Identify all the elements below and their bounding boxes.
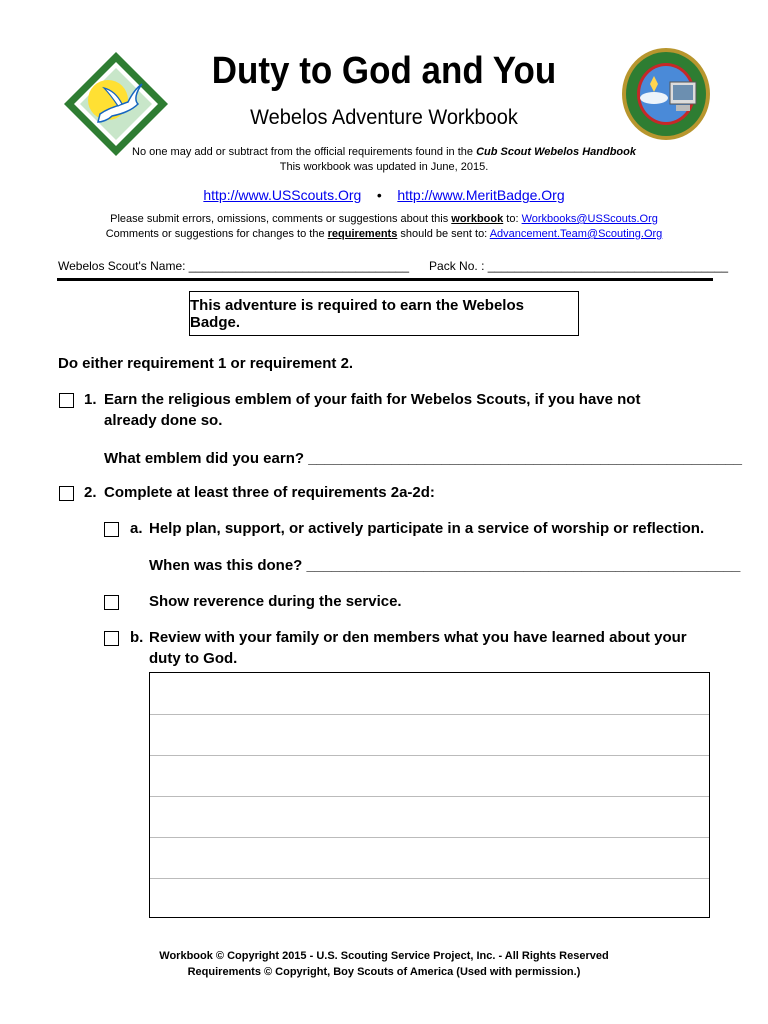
submit-line-1: Please submit errors, omissions, comments or suggestions about this workbook to: Workbooks@USScouts.Org (110, 213, 658, 225)
reverence-checkbox[interactable] (104, 595, 119, 610)
date-done-field[interactable]: When was this done? ____________________________________________________ (149, 557, 741, 574)
website-links (0, 187, 768, 203)
submit-line-2: Comments or suggestions for changes to the requirements should be sent to: Advancement.Team@Scouting.Org (105, 228, 663, 240)
meritbadge-link[interactable]: http://www.MeritBadge.Org (397, 187, 565, 203)
advancement-email-link[interactable]: Advancement.Team@Scouting.Org (489, 228, 663, 240)
handbook-title: Cub Scout Webelos Handbook (476, 146, 636, 158)
answer-line (150, 714, 709, 715)
requirement-2b-checkbox[interactable] (104, 631, 119, 646)
requirement-2-number: 2. (84, 484, 97, 501)
requirement-1-checkbox[interactable] (59, 393, 74, 408)
requirement-2a-letter: a. (130, 520, 143, 537)
requirement-2-text: Complete at least three of requirements 2a-2d: (104, 484, 435, 501)
requirement-2b-letter: b. (130, 629, 144, 646)
scout-name-field[interactable]: Webelos Scout's Name: _________________________________ (58, 259, 410, 273)
service-project-badge-logo (620, 46, 712, 142)
requirement-2a-text: Help plan, support, or actively participate in a service of worship or reflection. (149, 520, 705, 537)
requirement-1-text: Earn the religious emblem of your faith for Webelos Scouts, if you have not already done so. (104, 391, 641, 429)
requirement-2b-text: Review with your family or den members what you have learned about your duty to God. (149, 629, 687, 667)
instructions: Do either requirement 1 or requirement 2. (58, 355, 354, 372)
reverence-text: Show reverence during the service. (149, 593, 402, 610)
header-divider (57, 278, 713, 281)
footer-line-2: Requirements © Copyright, Boy Scouts of America (Used with permission.) (187, 966, 581, 978)
answer-line (150, 837, 709, 838)
scout-info-row (58, 259, 728, 273)
pack-number-field[interactable]: Pack No. : ____________________________________ (429, 259, 728, 273)
workbooks-email-link[interactable]: Workbooks@USScouts.Org (521, 213, 658, 225)
usscouts-link[interactable]: http://www.USScouts.Org (203, 187, 362, 203)
answer-line (150, 796, 709, 797)
requirement-2a-checkbox[interactable] (104, 522, 119, 537)
answer-lines-box[interactable] (149, 672, 710, 918)
link-separator: • (376, 187, 382, 203)
requirement-1-number: 1. (84, 391, 97, 408)
answer-line (150, 755, 709, 756)
emblem-earned-field[interactable]: What emblem did you earn? ____________________________________________________ (104, 450, 742, 467)
footer-line-1: Workbook © Copyright 2015 - U.S. Scouting Service Project, Inc. - All Rights Reserved (159, 950, 609, 962)
notice-line-2: This workbook was updated in June, 2015. (279, 161, 489, 173)
required-adventure-text: This adventure is required to earn the Webelos Badge. (190, 296, 524, 331)
page-title: Duty to God and You (211, 50, 557, 92)
submission-info (0, 212, 768, 242)
answer-line (150, 878, 709, 879)
footer-copyright (0, 948, 768, 980)
page-subtitle: Webelos Adventure Workbook (250, 106, 518, 129)
notice-line-1: No one may add or subtract from the official requirements found in the Cub Scout Webelos Handbook (132, 146, 636, 158)
requirement-2-checkbox[interactable] (59, 486, 74, 501)
official-requirements-notice (0, 145, 768, 175)
required-adventure-box (189, 291, 579, 336)
